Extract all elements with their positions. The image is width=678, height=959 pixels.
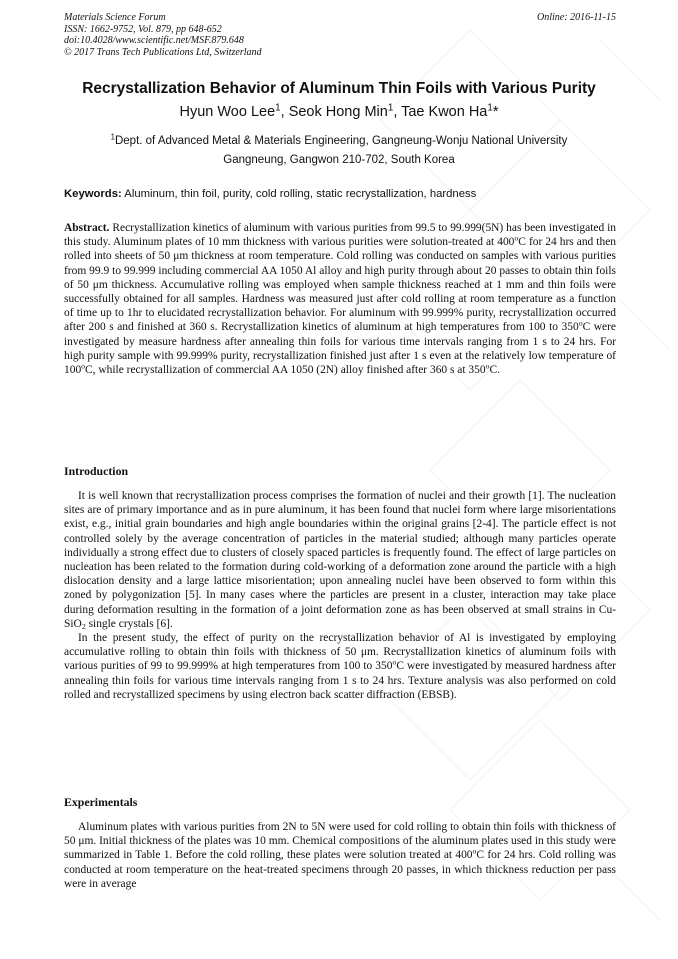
paragraph-text: It is well known that recrystallization process comprises the formation of nuclei and their growth [1]. The nucleation sites are of primary importance and as in pure aluminum, it has been found that nuclei form where large misorientations exist, e.g., initial grain boundaries and high angle boundaries within the original grains [2-4]. The particle effect is not controlled solely by the average concentration of particles in the material studied; although many particles operate individually a strong effect due to clusters of closely spaced particles is frequently found. The effect of large particles on nucleation has been related to the formation during cold-working of a deformation zone around the particle with a high dislocation density and a large lattice misorientation; upon annealing nuclei have been observed to form within this zoned by polygonization [5]. In many cases where the particles are present in a cluster, interaction may take place during deformation resulting in the formation of a joint deformation zone as has been observed at small strains in Cu-SiO [64,490,616,630]
introduction-heading: Introduction [64,464,129,478]
abstract-text: C, while recrystallization of commercial AA 1050 (2N) alloy finished after 360 s at 350 [85,364,486,377]
online-date: Online: 2016-11-15 [537,12,616,23]
abstract-text: C. [489,364,500,377]
degree-mark: o [578,319,583,329]
abstract-label: Abstract. [64,222,110,234]
degree-mark: o [514,233,519,243]
paragraph-text: Aluminum plates with various purities from 2N to 5N were used for cold rolling to obtain thin foils with thickness of 50 μm. Initial thickness of the plates was 10 mm. Chemical compositions of the aluminum plates used in this study were summarized in Table 1. Before the cold rolling, these plates were solution treated at 400 [64,821,616,862]
journal-issn: ISSN: 1662-9752, Vol. 879, pp 648-652 [64,23,222,35]
affiliation-mark: 1 [110,132,115,142]
paragraph [64,820,616,891]
journal-copyright: © 2017 Trans Tech Publications Ltd, Switzerland [64,46,262,58]
subscript: 2 [81,621,86,631]
author-name: Seok Hong Min [288,104,388,120]
author-separator: , [393,104,402,120]
experimentals-body [64,820,616,891]
affiliation-mark: 1 [487,102,493,114]
author-name: Hyun Woo Lee [179,104,276,120]
introduction-body [64,489,616,702]
paragraph-text: C for 24 hrs. Cold rolling was conducted at room temperature on the heat-treated specimens through 20 passes, in which thickness reduction per pass were in average [64,849,616,890]
paragraph-text: single crystals [6]. [85,617,173,630]
degree-mark: o [81,361,86,371]
affiliation [40,132,638,170]
affiliation-mark: 1 [387,102,394,114]
corresponding-author-mark: * [492,104,499,120]
journal-header [64,12,616,58]
degree-mark: o [472,847,477,857]
paragraph-text: In the present study, the effect of purity on the recrystallization behavior of Al is investigated by employing accumulative rolling to obtain thin foils with thickness of 50 μm. Recrystallization kinetics of aluminum foils with various purities of 99 to 99.999% at high temperatures from 100 to 350 [64,632,616,673]
affiliation-line-1: Dept. of Advanced Metal & Materials Engineering, Gangneung-Wonju National University [114,135,568,147]
degree-mark: o [392,658,397,668]
abstract [64,221,616,377]
affiliation-mark: 1 [275,102,281,114]
paragraph [64,489,616,631]
paragraph-text: C were investigated by measured hardness after annealing thin foils for various time intervals ranging from 1 s to 24 hrs. Texture analysis was also performed on cold rolled and recrystallized specimens by using electron back scatter diffraction (EBSB). [64,660,616,701]
keywords-text: Aluminum, thin foil, purity, cold rolling, static recrystallization, hardness [121,188,477,200]
abstract-text: Recrystallization kinetics of aluminum with various purities from 99.5 to 99.999(5N) has been investigated in this study. Aluminum plates of 10 mm thickness with various purities were solution-treated at 400 [64,222,616,249]
author-separator: , [280,104,289,120]
degree-mark: o [485,361,490,371]
keywords [64,188,616,200]
affiliation-line-2: Gangneung, Gangwon 210-702, South Korea [223,154,455,166]
abstract-text: C were investigated by measure hardness after annealing thin foils for various time intervals ranging from 1 s to 24 hrs. For high purity sample with 99.999% purity, recrystallization finished just after 1 s even at the relatively low temperature of 100 [64,321,616,377]
paragraph [64,631,616,702]
author-name: Tae Kwon Ha [401,104,488,120]
experimentals-heading: Experimentals [64,795,138,809]
keywords-label: Keywords: [64,188,122,200]
journal-doi: doi:10.4028/www.scientific.net/MSF.879.648 [64,35,244,46]
journal-name: Materials Science Forum [64,12,166,23]
paper-title: Recrystallization Behavior of Aluminum Thin Foils with Various Purity [82,80,596,97]
author-list [30,104,648,120]
abstract-text: C for 24 hrs and then rolled into sheets of 50 μm thickness at room temperature. Cold rolling was conducted on samples with various purities from 99.9 to 99.999 including commercial AA 1050 Al alloy and high purity through about 20 passes to obtain thin foils of 50 μm thickness. Accumulative rolling was employed when sample thickness reached at 1 mm and thin foils were successfully obtained for all samples. Hardness was measured just after cold rolling at room temperature as a function of time up to 1hr to elucidated recrystallization behavior. For aluminum with 99.999% purity, recrystallization occurred after 200 s and finished at 360 s. Recrystallization kinetics of aluminum at high temperatures from 100 to 350 [64,236,616,334]
